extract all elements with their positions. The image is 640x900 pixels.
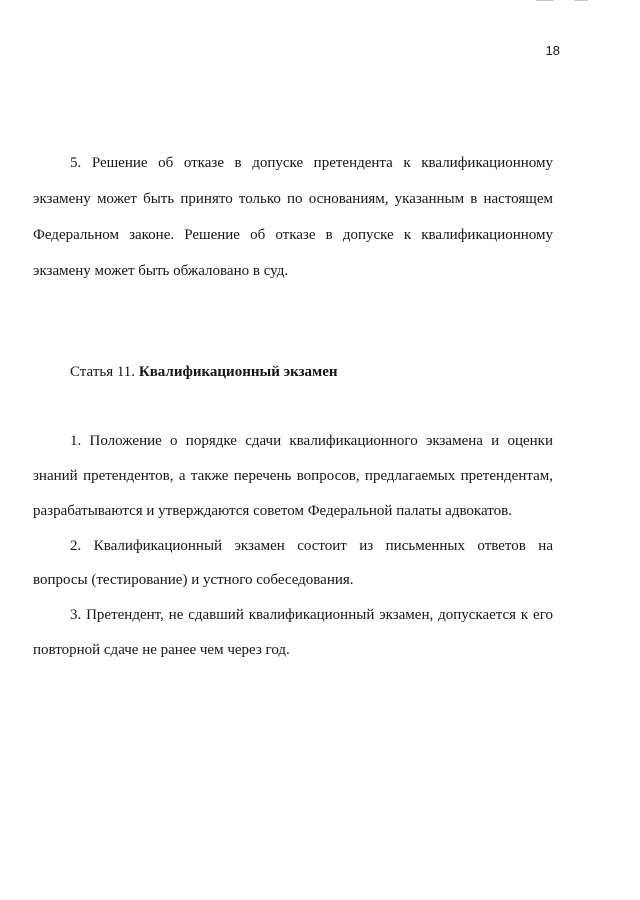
paragraph-line: повторной сдаче не ранее чем через год. bbox=[33, 642, 290, 658]
scan-artifact-mark bbox=[574, 0, 588, 1]
article-number: Статья 11. bbox=[70, 364, 139, 380]
paragraph-line: 3. Претендент, не сдавший квалификационный экзамен, допускается к его bbox=[70, 607, 553, 623]
scan-artifact-mark bbox=[536, 0, 554, 1]
article-heading bbox=[70, 362, 338, 382]
article-title: Квалификационный экзамен bbox=[138, 364, 338, 380]
paragraph-line: 2. Квалификационный экзамен состоит из письменных ответов на bbox=[70, 538, 553, 554]
page-number: 18 bbox=[545, 43, 560, 58]
paragraph-line: Федеральном законе. Решение об отказе в допуске к квалификационному bbox=[33, 227, 553, 243]
paragraph-line: 1. Положение о порядке сдачи квалификационного экзамена и оценки bbox=[70, 433, 553, 449]
paragraph-line: экзамену может быть принято только по основаниям, указанным в настоящем bbox=[33, 191, 553, 207]
paragraph-line: 5. Решение об отказе в допуске претендента к квалификационному bbox=[70, 155, 553, 171]
paragraph-line: экзамену может быть обжаловано в суд. bbox=[33, 263, 289, 279]
paragraph-line: разрабатываются и утверждаются советом Федеральной палаты адвокатов. bbox=[33, 503, 512, 519]
paragraph-line: вопросы (тестирование) и устного собеседования. bbox=[33, 572, 354, 588]
paragraph-line: знаний претендентов, а также перечень вопросов, предлагаемых претендентам, bbox=[33, 468, 553, 484]
